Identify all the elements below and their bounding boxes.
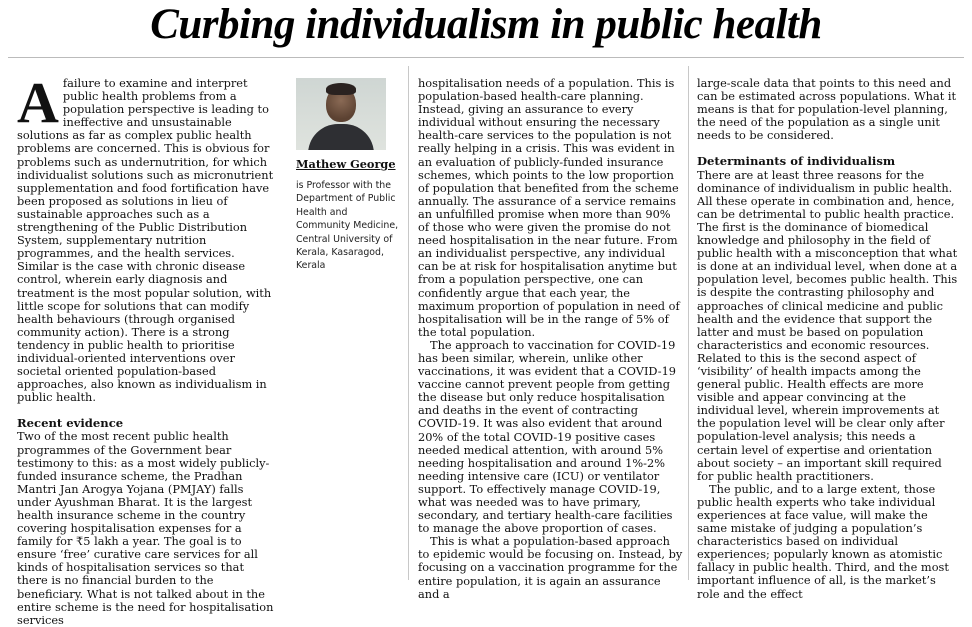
body-paragraph: The public, and to a large extent, those public health experts who take individual experiences at face value, will make the same mistake of judging a population’s characteristics based on individual experiences; popularly known as atomistic fallacy in public health. Third, and the most important influence of all, is the market’s role and the effect [697,481,949,601]
section-heading-determinants: Determinants of individualism [697,154,896,169]
body-paragraph: The approach to vaccination for COVID-19 has been similar, wherein, unlike other vaccinations, it was evident that a COVID-19 vaccine cannot prevent people from getting the disease but only reduce hospitalisation and deaths in the event of contracting COVID-19. It was also evident that around 20% of the total COVID-19 positive cases needed medical attention, with around 5% needing hospitalisation and around 1%-2% needing intensive care (ICU) or ventilator support. To effectively manage COVID-19, what was needed was to have primary, secondary, and tertiary health-care facilities to manage the above proportion of cases. [418,337,677,536]
body-paragraph: This is what a population-based approach to epidemic would be focusing on. Instead, by focusing on a vaccination programme for the entire population, it is again an assurance and a [418,534,683,601]
lead-paragraph-text: failure to examine and interpret public health problems from a population perspective is leading to ineffective and unsustainable solutions as far as complex public health problems are concerned. This is obvious for problems such as undernutrition, for which individualist solutions such as micronutrient supplementation and food fortification have been proposed as solutions in lieu of sustainable approaches such as a strengthening of the Public Distribution System, supplementary nutrition programmes, and the health services. Similar is the case with chronic disease control, wherein early diagnosis and treatment is the most popular solution, with little scope for solutions that can modify health behaviours (through organised community action). There is a strong tendency in public health to prioritise individual-oriented interventions over societal oriented population-based approaches, also known as individualism in public health. [17,77,274,405]
lead-paragraph [17,77,277,404]
headline-rule [8,57,964,58]
author-name: Mathew George [296,157,396,171]
author-bio: is Professor with the Department of Public Health and Community Medicine, Central University of Kerala, Kasaragod, Kerala [296,180,399,272]
body-paragraph: large-scale data that points to this need and can be estimated across populations. What it means is that for population-level planning, the need of the population as a single unit needs to be considered. [697,77,957,143]
column-divider [688,66,689,580]
article-column-1 [17,77,277,627]
column-divider [408,66,409,580]
body-paragraph: Two of the most recent public health programmes of the Government bear testimony to this: as a most widely publicly-funded insurance scheme, the Pradhan Mantri Jan Arogya Yojana (PMJAY) falls under Ayushman Bharat. It is the largest health insurance scheme in the country covering hospitalisation expenses for a family for ₹5 lakh a year. The goal is to ensure ‘free’ curative care services for all kinds of hospitalisation services so that there is no financial burden to the beneficiary. What is not talked about in the entire scheme is the need for hospitalisation services [17,429,274,627]
article-column-3 [697,77,959,601]
body-paragraph: There are at least three reasons for the dominance of individualism in public health. All these operate in combination and, hence, can be detrimental to public health practice. The first is the dominance of biomedical knowledge and philosophy in the field of public health with a misconception that what is done at an individual level, when done at a population level, becomes public health. This is despite the contrasting philosophy and approaches of clinical medicine and public health and the evidence that support the latter and must be based on population characteristics and economic resources. Related to this is the second aspect of ‘visibility’ of health impacts among the general public. Health effects are more visible and appear convincing at the individual level, wherein improvements at the population level will be clear only after population-level analysis; this needs a certain level of expertise and orientation about society – an important skill required for public health practitioners. [697,167,958,483]
author-photo [296,78,386,150]
article-column-2 [418,77,684,601]
body-paragraph: hospitalisation needs of a population. This is population-based health-care planning. Instead, giving an assurance to every individual without ensuring the necessary health-care services to the population is not really helping in a crisis. This was evident in an evaluation of publicly-funded insurance schemes, which points to the low proportion of population that benefited from the scheme annually. The assurance of a service remains an unfulfilled promise when more than 90% of those who were given the promise do not need hospitalisation in the near future. From an individualist perspective, any individual can be at risk for hospitalisation anytime but from a population perspective, one can confidently argue that each year, the maximum proportion of population in need of hospitalisation will be in the range of 5% of the total population. [418,77,680,339]
section-heading-recent-evidence: Recent evidence [17,416,124,431]
drop-cap: A [17,77,59,135]
article-headline: Curbing individualism in public health [150,1,822,48]
